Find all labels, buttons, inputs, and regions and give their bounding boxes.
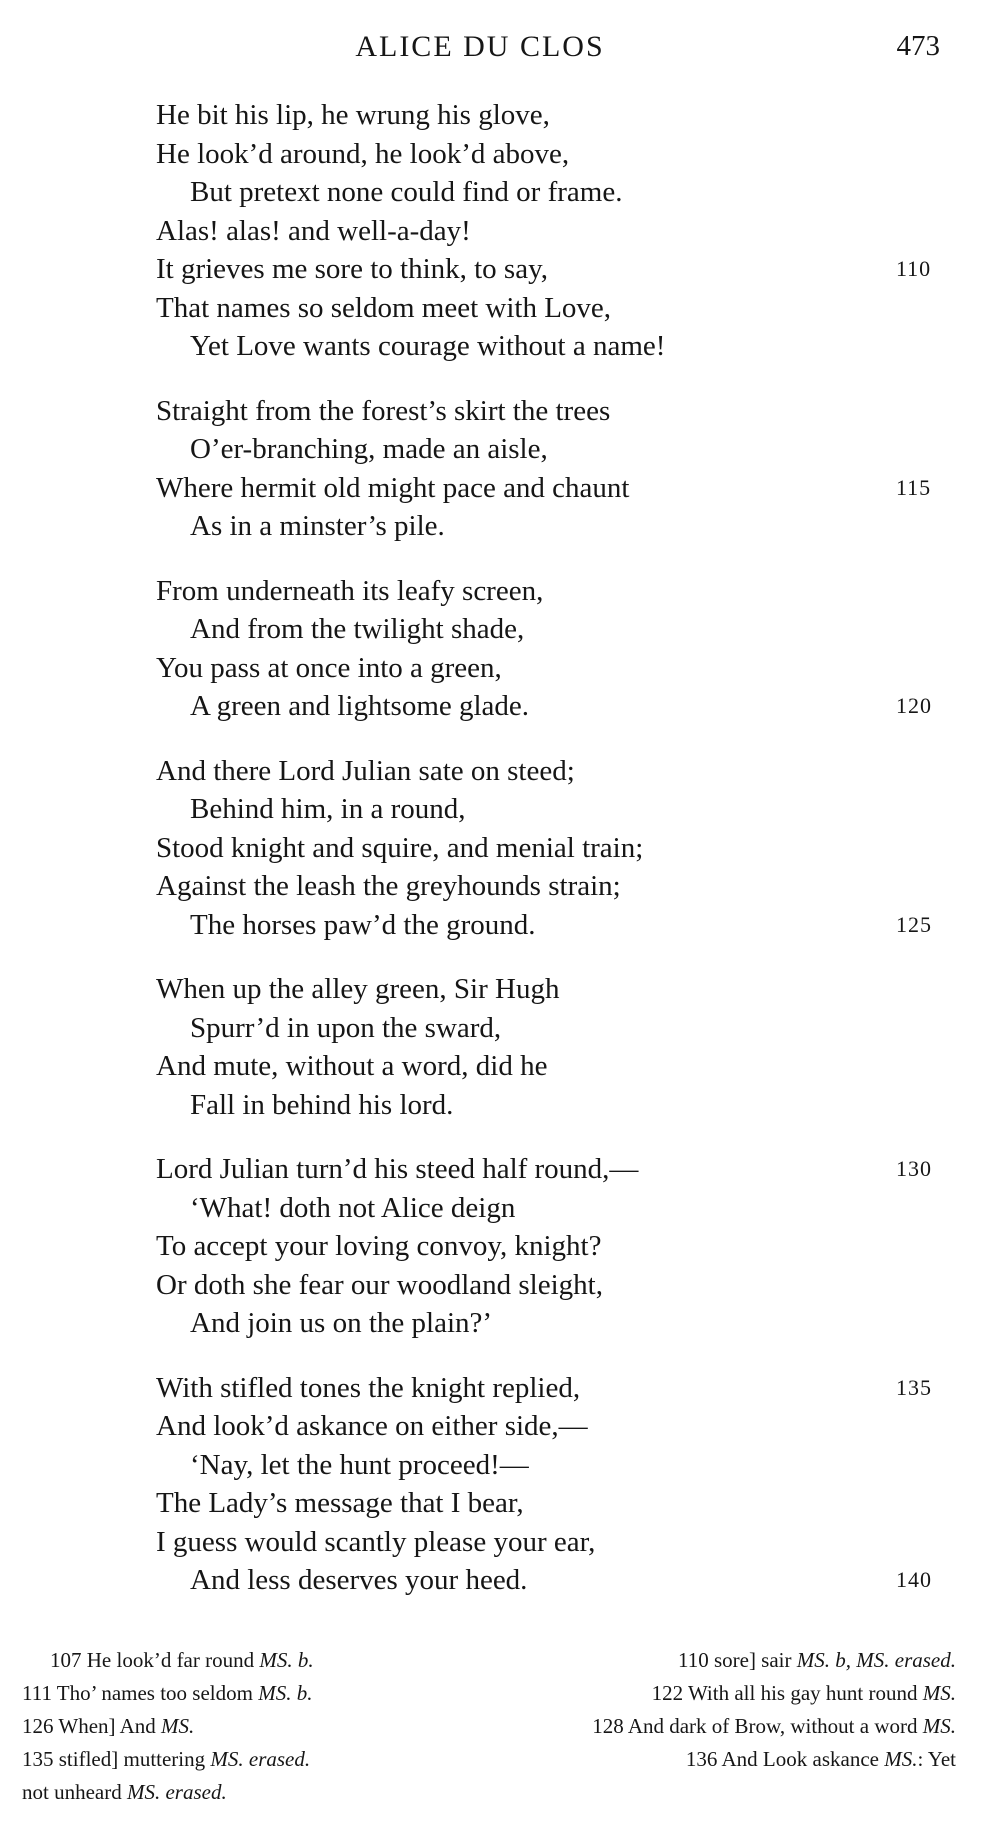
verse-text: A green and lightsome glade. — [190, 690, 530, 722]
verse-text: That names so seldom meet with Love, — [156, 291, 612, 324]
footnote-107: 107 He look’d far round MS. b. — [50, 1648, 314, 1672]
verse-text: He bit his lip, he wrung his glove, — [156, 99, 550, 131]
poem-body — [156, 96, 956, 1626]
verse-text: With stifled tones the knight replied, — [156, 1371, 581, 1404]
verse-line — [156, 430, 956, 469]
verse-line — [156, 752, 956, 791]
verse-text: And there Lord Julian sate on steed; — [156, 754, 575, 787]
stanza — [156, 392, 956, 546]
footnote-row — [22, 1776, 956, 1809]
footnotes — [22, 1644, 956, 1809]
verse-line — [156, 1266, 956, 1305]
footnote-136: 136 And Look askance MS.: Yet — [685, 1747, 956, 1771]
line-number: 125 — [896, 911, 932, 937]
stanza — [156, 1369, 956, 1600]
verse-line — [156, 906, 956, 945]
verse-text: Alas! alas! and well-a-day! — [156, 214, 471, 247]
verse-text: But pretext none could find or frame. — [190, 176, 623, 208]
verse-line — [156, 1189, 956, 1228]
verse-line — [156, 829, 956, 868]
verse-line — [156, 1304, 956, 1343]
verse-line — [156, 1009, 956, 1048]
footnote-126: 126 When] And MS. — [22, 1714, 195, 1738]
verse-text: Against the leash the greyhounds strain; — [156, 870, 621, 902]
stanza — [156, 970, 956, 1124]
verse-text: To accept your loving convoy, knight? — [156, 1230, 602, 1262]
verse-text: Spurr’d in upon the sward, — [190, 1011, 502, 1044]
stanza — [156, 572, 956, 726]
line-number: 130 — [896, 1156, 932, 1181]
running-title: ALICE DU CLOS — [355, 30, 605, 63]
verse-line — [156, 687, 956, 726]
verse-text: You pass at once into a green, — [156, 651, 502, 684]
stanza — [156, 752, 956, 945]
line-number: 115 — [896, 474, 932, 500]
footnote-row — [22, 1743, 956, 1776]
line-number: 110 — [896, 256, 932, 281]
verse-text: Or doth she fear our woodland sleight, — [156, 1268, 603, 1301]
footnote-135: 135 stifled] muttering MS. erased. — [22, 1747, 311, 1771]
verse-line — [156, 135, 956, 174]
verse-text: Yet Love wants courage without a name! — [190, 330, 666, 362]
footnote-122: 122 With all his gay hunt round MS. — [651, 1681, 956, 1705]
footnote-128: 128 And dark of Brow, without a word MS. — [592, 1714, 956, 1738]
verse-text: Where hermit old might pace and chaunt — [156, 471, 630, 504]
footnote-row — [22, 1677, 956, 1710]
verse-line — [156, 392, 956, 431]
verse-text: It grieves me sore to think, to say, — [156, 253, 548, 285]
line-number: 140 — [896, 1567, 932, 1592]
verse-text: When up the alley green, Sir Hugh — [156, 973, 560, 1005]
verse-line — [156, 1369, 956, 1408]
footnote-row — [22, 1710, 956, 1743]
verse-line — [156, 572, 956, 611]
verse-text: And less deserves your heed. — [190, 1564, 528, 1596]
verse-line — [156, 790, 956, 829]
verse-text: Behind him, in a round, — [190, 793, 466, 825]
verse-text: Lord Julian turn’d his steed half round,— — [156, 1153, 639, 1185]
stanza — [156, 96, 956, 366]
verse-line — [156, 610, 956, 649]
verse-text: ‘Nay, let the hunt proceed!— — [190, 1448, 529, 1481]
verse-text: Stood knight and squire, and menial train; — [156, 831, 644, 864]
footnote-111: 111 Tho’ names too seldom MS. b. — [22, 1681, 313, 1705]
verse-line — [156, 649, 956, 688]
verse-text: And from the twilight shade, — [190, 613, 525, 645]
verse-line — [156, 1150, 956, 1189]
line-number: 120 — [896, 693, 932, 718]
verse-line — [156, 1086, 956, 1125]
verse-line — [156, 1047, 956, 1086]
verse-line — [156, 212, 956, 251]
verse-line — [156, 1523, 956, 1562]
verse-line — [156, 469, 956, 508]
footnote-row — [22, 1644, 956, 1677]
verse-text: The Lady’s message that I bear, — [156, 1487, 524, 1519]
verse-line — [156, 289, 956, 328]
verse-line — [156, 1484, 956, 1523]
verse-text: As in a minster’s pile. — [190, 510, 445, 542]
verse-line — [156, 1227, 956, 1266]
footnote-110: 110 sore] sair MS. b, MS. erased. — [677, 1648, 956, 1672]
stanza — [156, 1150, 956, 1343]
verse-line — [156, 173, 956, 212]
verse-text: And mute, without a word, did he — [156, 1050, 548, 1082]
verse-line — [156, 250, 956, 289]
verse-text: And join us on the plain?’ — [190, 1307, 493, 1339]
verse-line — [156, 970, 956, 1009]
verse-line — [156, 1561, 956, 1600]
verse-line — [156, 327, 956, 366]
verse-line — [156, 867, 956, 906]
verse-line — [156, 1446, 956, 1485]
verse-text: Fall in behind his lord. — [190, 1088, 454, 1121]
footnote-136-continued: not unheard MS. erased. — [22, 1780, 227, 1804]
verse-text: He look’d around, he look’d above, — [156, 137, 570, 170]
verse-text: ‘What! doth not Alice deign — [190, 1191, 516, 1224]
verse-line — [156, 507, 956, 546]
page-header — [0, 26, 1000, 76]
verse-text: From underneath its leafy screen, — [156, 574, 544, 607]
verse-line — [156, 96, 956, 135]
page-number: 473 — [896, 30, 940, 62]
verse-text: And look’d askance on either side,— — [156, 1410, 588, 1442]
verse-text: The horses paw’d the ground. — [190, 908, 536, 941]
verse-text: Straight from the forest’s skirt the trees — [156, 394, 611, 427]
verse-line — [156, 1407, 956, 1446]
verse-text: I guess would scantly please your ear, — [156, 1525, 596, 1558]
line-number: 135 — [896, 1374, 932, 1400]
verse-text: O’er-branching, made an aisle, — [190, 433, 548, 465]
